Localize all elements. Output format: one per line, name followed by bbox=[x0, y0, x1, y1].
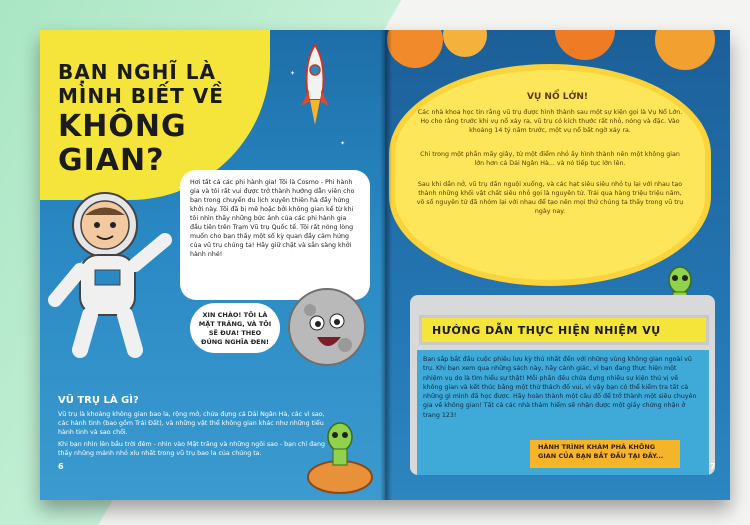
star-icon: ✦ bbox=[290, 70, 296, 77]
title-line-2: MÌNH BIẾT VỀ bbox=[58, 84, 224, 108]
moon-speech-bubble: XIN CHÀO! TÔI LÀ MẶT TRĂNG, VÀ TÔI SẼ ĐƯA! THEO ĐÚNG NGHĨA ĐEN! bbox=[190, 303, 280, 353]
cloud-paragraph: Chỉ trong một phần mấy giây, từ một điểm nhỏ ấy hình thành nên một không gian lớn hơn cả Dải Ngân Hà... và nó tiếp tục lớn lên. bbox=[420, 151, 680, 167]
title-line-3: KHÔNG GIAN? bbox=[58, 109, 187, 178]
alien-asteroid-illustration bbox=[305, 415, 375, 495]
left-page bbox=[40, 30, 385, 500]
right-page bbox=[385, 30, 730, 500]
cloud-paragraph: Sau khi dần nở, vũ trụ dần nguội xuống, và các hạt siêu siêu nhỏ tụ lại với nhau tạo thành những khối vật chất siêu nhỏ gọi là nguyên tử. Trải qua hàng triệu triệu năm, vô số nguyên tử đã nhóm lại với nhau để tạo nên mọi thứ chúng ta thấy trong vũ trụ ngày nay. bbox=[416, 181, 684, 215]
paragraph: Khi bạn nhìn lên bầu trời đêm - nhìn vào Mặt trăng và những ngôi sao - bạn chỉ đang thấy những mảnh nhỏ xíu nhất trong vũ trụ bao la của chúng ta. bbox=[58, 441, 325, 457]
mission-panel-title: HƯỚNG DẪN THỰC HIỆN NHIỆM VỤ bbox=[432, 324, 661, 337]
book-spine bbox=[380, 30, 392, 500]
cloud-heading: VỤ NỔ LỚN! bbox=[527, 92, 588, 102]
rocket-icon bbox=[295, 40, 335, 130]
astronaut-illustration bbox=[45, 180, 175, 360]
page-number: 7 bbox=[710, 462, 716, 471]
page-title bbox=[58, 60, 278, 178]
mission-panel-header bbox=[419, 315, 709, 345]
page-number: 6 bbox=[58, 462, 64, 471]
paragraph: Vũ trụ là khoảng không gian bao la, rộng mở, chứa đựng cả Dải Ngân Hà, các vì sao, các hành tinh (bao gồm Trái Đất), và những vật thể không gian khác như những tiểu hành tinh và sao chổi. bbox=[58, 411, 325, 436]
cloud-paragraph: Các nhà khoa học tin rằng vũ trụ được hình thành sau một sự kiện gọi là Vụ Nổ Lớn. Họ cho rằng trước khi vụ nổ xảy ra, vũ trụ có kích thước rất nhỏ, nóng và đặc. Vào khoảng 14 tỷ năm trước, một vụ nổ bất ngờ xảy ra. bbox=[417, 109, 683, 134]
title-line-1: BẠN NGHĨ LÀ bbox=[58, 60, 216, 84]
cosmo-speech-bubble: Hơi tất cả các phi hành gia! Tôi là Cosmo - Phi hành gia và tôi rất vui được trở thành hướng dẫn viên cho bạn trong chuyến du lịch xuyên thiên hà đầy hứng khởi này. Tôi đã bị mê hoặc bởi không gian kể từ khi tôi nhìn thấy những bức ảnh của các phi hành gia đầu tiên trên Trạm Vũ trụ Quốc tế. Tôi rất nóng lòng muốn cho bạn thấy một số kỳ quan đầy cảm hứng của vũ trụ chúng ta! Hãy giữ chặt và sẵn sàng khởi hành nhé! bbox=[180, 170, 370, 300]
banner-text: HÀNH TRÌNH KHÁM PHÁ KHÔNG GIAN CỦA BẠN BẮT ĐẦU TẠI ĐÂY... bbox=[538, 443, 664, 460]
start-journey-banner bbox=[530, 440, 680, 468]
open-book bbox=[40, 30, 730, 500]
section-heading: VŨ TRỤ LÀ GÌ? bbox=[58, 395, 139, 406]
mission-panel-text: Bạn sắp bắt đầu cuộc phiêu lưu kỳ thú nhất đến với những vùng không gian ngoài vũ trụ. Khi bạn xem qua những sách này, hãy cảnh giác, vì bạn đang thực hiện một nhiệm vụ do là tìm hiểu sự thật! Mỗi phần đều chứa đựng nhiều sự kiện thú vị về không gian và kết thúc bằng một thử thách đố vui, vì vậy bạn có thể kiểm tra tất cả những gì mình đã học được. Hãy hoàn thành một câu đố để trở thành một siêu chuyên gia về không gian! Tất cả các nhà thám hiểm sẽ nhận được một giấy chứng nhận ở trang 123! bbox=[423, 356, 697, 419]
star-icon: ✦ bbox=[340, 140, 346, 147]
moon-character-illustration bbox=[285, 285, 370, 370]
